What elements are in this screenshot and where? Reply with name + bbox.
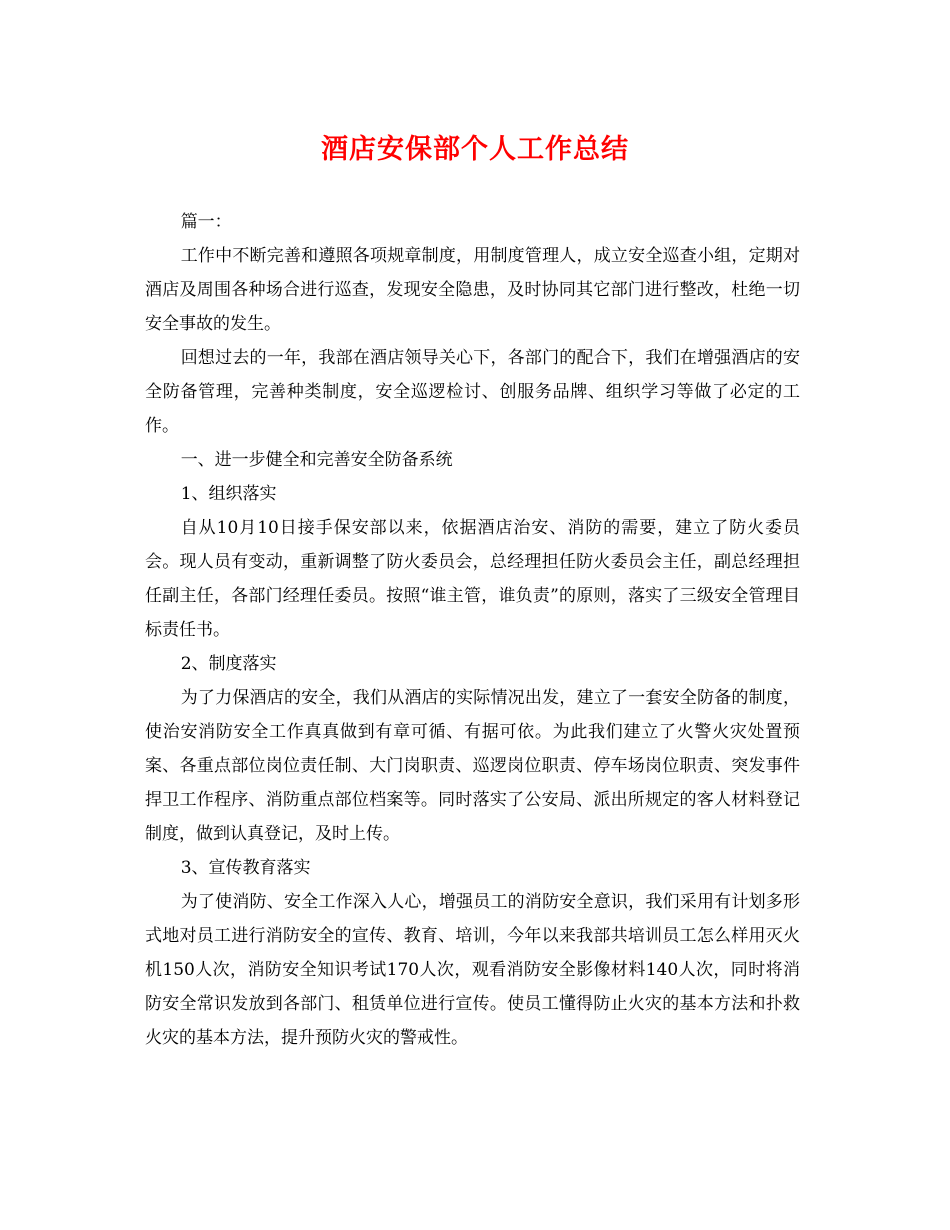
- paragraph: 为了力保酒店的安全，我们从酒店的实际情况出发，建立了一套安全防备的制度，使治安消防安全工作真真做到有章可循、有据可依。为此我们建立了火警火灾处置预案、各重点部位岗位责任制、大门岗职责、巡逻岗位职责、停车场岗位职责、突发事件捍卫工作程序、消防重点部位档案等。同时落实了公安局、派出所规定的客人材料登记制度，做到认真登记，及时上传。: [145, 688, 800, 844]
- subsection-heading: 3、宣传教育落实: [180, 858, 311, 878]
- paragraph-section-label: 篇一：: [180, 212, 232, 232]
- document-body: [145, 205, 800, 1055]
- paragraph: 自从10月10日接手保安部以来，依据酒店治安、消防的需要，建立了防火委员会。现人员有变动，重新调整了防火委员会，总经理担任防火委员会主任，副总经理担任副主任，各部门经理任委员。按照“谁主管，谁负责”的原则，落实了三级安全管理目标责任书。: [145, 518, 800, 640]
- subsection-heading: 1、组织落实: [180, 484, 277, 504]
- document-title: 酒店安保部个人工作总结: [321, 134, 629, 165]
- paragraph: 为了使消防、安全工作深入人心，增强员工的消防安全意识，我们采用有计划多形式地对员工进行消防安全的宣传、教育、培训，今年以来我部共培训员工怎么样用灭火机150人次，消防安全知识考试170人次，观看消防安全影像材料140人次，同时将消防安全常识发放到各部门、租赁单位进行宣传。使员工懂得防止火灾的基本方法和扑救火灾的基本方法，提升预防火灾的警戒性。: [145, 892, 800, 1048]
- paragraph: 工作中不断完善和遵照各项规章制度，用制度管理人，成立安全巡查小组，定期对酒店及周围各种场合进行巡查，发现安全隐患，及时协同其它部门进行整改，杜绝一切安全事故的发生。: [145, 246, 800, 334]
- section-heading: 一、进一步健全和完善安全防备系统: [180, 450, 453, 470]
- subsection-heading: 2、制度落实: [180, 654, 277, 674]
- paragraph: 回想过去的一年，我部在酒店领导关心下，各部门的配合下，我们在增强酒店的安全防备管理，完善种类制度，安全巡逻检讨、创服务品牌、组织学习等做了必定的工作。: [145, 348, 800, 436]
